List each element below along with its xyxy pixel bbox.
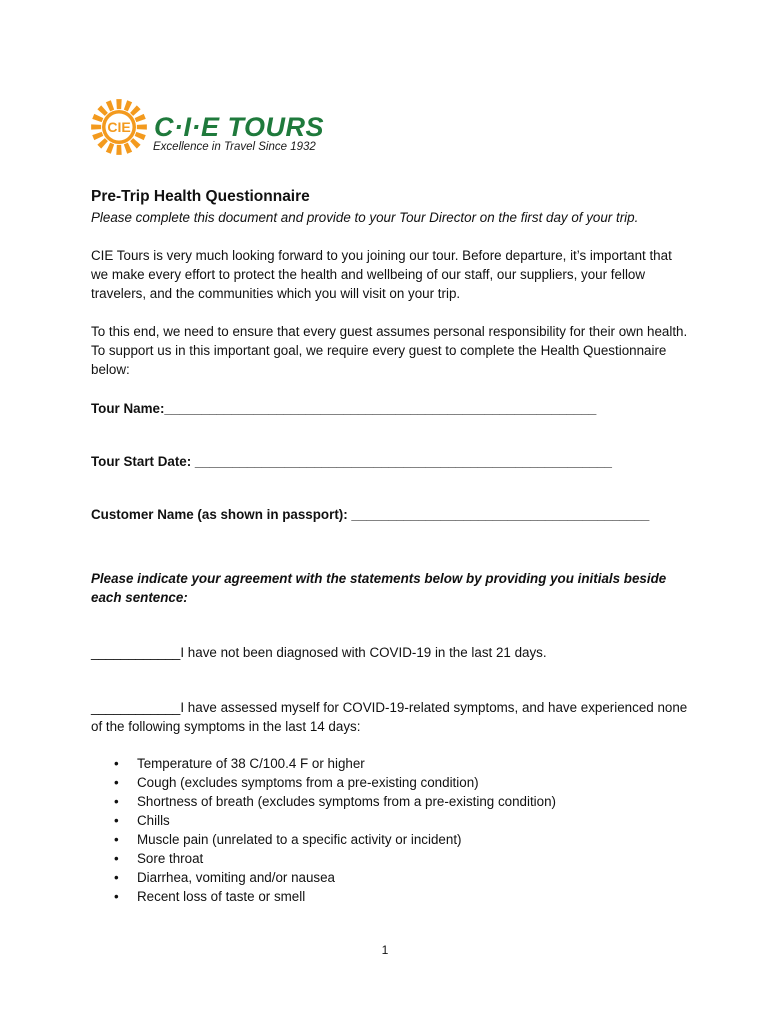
cie-tours-logo xyxy=(90,98,330,160)
list-item xyxy=(114,849,691,868)
logo-mark-text: CIE xyxy=(107,119,131,135)
list-item xyxy=(114,773,691,792)
logo-ray xyxy=(137,124,147,129)
logo-ray xyxy=(124,143,132,154)
intro-paragraph: CIE Tours is very much looking forward to you joining our tour. Before departure, it’s important that we make every effort to protect the health and wellbeing of our staff, our suppliers, your fellow travelers, and the communities which you will visit on your trip. xyxy=(91,248,672,301)
symptom-text: Cough (excludes symptoms from a pre-existing condition) xyxy=(137,775,479,790)
page-title: Pre-Trip Health Questionnaire xyxy=(91,188,310,205)
logo-ray xyxy=(116,145,121,155)
statement-not-diagnosed[interactable]: ____________I have not been diagnosed with COVID-19 in the last 21 days. xyxy=(91,645,547,660)
statement-no-symptoms[interactable]: ____________I have assessed myself for COVID-19-related symptoms, and have experienced none of the following symptoms in the last 14 days: xyxy=(91,700,688,734)
bullet-icon: • xyxy=(114,813,119,828)
page-number: 1 xyxy=(381,943,389,957)
list-item xyxy=(114,811,691,830)
symptom-text: Recent loss of taste or smell xyxy=(137,889,306,904)
symptom-text: Diarrhea, vomiting and/or nausea xyxy=(137,870,335,885)
logo-ray xyxy=(106,100,114,111)
logo-ray xyxy=(130,138,140,148)
bullet-icon: • xyxy=(114,832,119,847)
list-item xyxy=(114,754,691,773)
logo-ray xyxy=(92,114,103,122)
list-item xyxy=(114,887,691,906)
tour-start-date-field[interactable]: Tour Start Date: ________________________________________________________ xyxy=(91,454,612,469)
list-item xyxy=(114,830,691,849)
logo-ray xyxy=(116,99,121,109)
symptom-text: Shortness of breath (excludes symptoms from a pre-existing condition) xyxy=(137,794,557,809)
logo-ray xyxy=(97,138,107,148)
logo-ray xyxy=(130,105,140,115)
logo-ray xyxy=(97,105,107,115)
logo-wordmark: C·I·E TOURS xyxy=(154,112,325,142)
sunburst-logo-icon xyxy=(90,98,148,156)
bullet-icon: • xyxy=(114,794,119,809)
logo-ray xyxy=(135,114,146,122)
symptom-text: Sore throat xyxy=(137,851,204,866)
agreement-instructions: Please indicate your agreement with the statements below by providing you initials beside each sentence: xyxy=(91,571,667,605)
bullet-icon: • xyxy=(114,775,119,790)
logo-ray xyxy=(91,124,101,129)
list-item xyxy=(114,792,691,811)
logo-ray xyxy=(106,143,114,154)
logo-ray xyxy=(124,100,132,111)
list-item xyxy=(114,868,691,887)
bullet-icon: • xyxy=(114,870,119,885)
symptom-list xyxy=(114,754,691,906)
logo-tagline: Excellence in Travel Since 1932 xyxy=(153,141,316,153)
page-subtitle: Please complete this document and provide to your Tour Director on the first day of your trip. xyxy=(91,210,639,225)
bullet-icon: • xyxy=(114,889,119,904)
tour-name-field[interactable]: Tour Name:__________________________________________________________ xyxy=(91,401,597,416)
logo-ray xyxy=(92,132,103,140)
symptom-text: Chills xyxy=(137,813,170,828)
responsibility-paragraph: To this end, we need to ensure that every guest assumes personal responsibility for their own health. To support us in this important goal, we require every guest to complete the Health Questionnaire below: xyxy=(91,324,688,377)
bullet-icon: • xyxy=(114,851,119,866)
symptom-text: Muscle pain (unrelated to a specific activity or incident) xyxy=(137,832,462,847)
document-body xyxy=(91,186,691,906)
symptom-text: Temperature of 38 C/100.4 F or higher xyxy=(137,756,365,771)
logo-ray xyxy=(135,132,146,140)
bullet-icon: • xyxy=(114,756,119,771)
customer-name-field[interactable]: Customer Name (as shown in passport): ________________________________________ xyxy=(91,507,650,522)
